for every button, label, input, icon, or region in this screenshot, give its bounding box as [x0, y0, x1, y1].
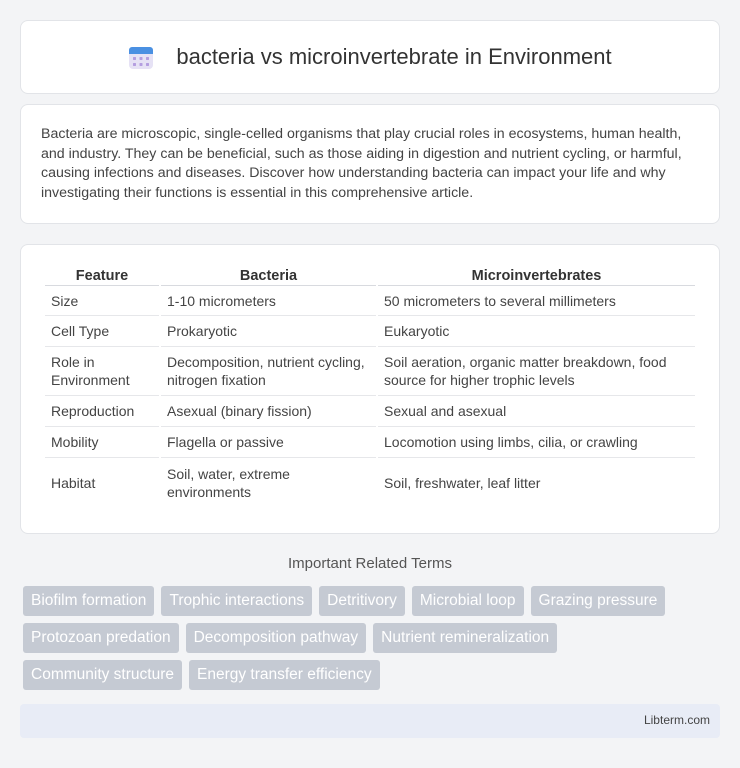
related-terms-list [23, 586, 723, 690]
calendar-icon [128, 44, 154, 70]
table-row [45, 458, 695, 507]
comparison-card [20, 244, 720, 534]
table-cell: Soil, water, extreme environments [167, 465, 290, 500]
term-tag[interactable]: Microbial loop [412, 586, 524, 616]
table-cell: Decomposition, nutrient cycling, nitrogen fixation [161, 347, 376, 396]
table-cell: 50 micrometers to several millimeters [378, 286, 695, 316]
column-header-bacteria: Bacteria [161, 265, 376, 286]
table-row [45, 286, 695, 316]
table-cell: Sexual and asexual [378, 396, 695, 427]
intro-card [20, 104, 720, 224]
column-header-microinvertebrates: Microinvertebrates [378, 265, 695, 286]
table-cell: Size [45, 286, 159, 316]
table-cell: Prokaryotic [161, 316, 376, 347]
table-row [45, 396, 695, 427]
intro-text: Bacteria are microscopic, single-celled organisms that play crucial roles in ecosystems, human health, and industry. They can be beneficial, such as those aiding in digestion and nutrient cycling, or harmful, causing infections and diseases. Discover how understanding bacteria can impact your life and why investigating their functions is essential in this comprehensive article. [41, 126, 682, 201]
column-header-feature: Feature [45, 265, 159, 286]
table-row [45, 347, 695, 396]
footer [20, 704, 720, 738]
term-tag[interactable]: Trophic interactions [161, 586, 312, 616]
term-tag[interactable]: Biofilm formation [23, 586, 154, 616]
comparison-table [43, 265, 697, 507]
table-cell: Reproduction [45, 396, 159, 427]
table-cell: Locomotion using limbs, cilia, or crawling [378, 427, 695, 458]
related-terms-heading: Important Related Terms [288, 555, 452, 572]
table-cell: Cell Type [45, 316, 159, 347]
table-cell: Role in Environment [45, 347, 159, 396]
page-title: bacteria vs microinvertebrate in Environment [176, 44, 612, 69]
table-row [45, 316, 695, 347]
table-cell: Asexual (binary fission) [161, 396, 376, 427]
footer-site-link[interactable]: Libterm.com [643, 713, 710, 727]
term-tag[interactable]: Grazing pressure [531, 586, 666, 616]
table-cell: Habitat [51, 474, 96, 491]
term-tag[interactable]: Detritivory [319, 586, 405, 616]
term-tag[interactable]: Protozoan predation [23, 623, 179, 653]
table-cell: Eukaryotic [378, 316, 695, 347]
table-cell: 1-10 micrometers [161, 286, 376, 316]
term-tag[interactable]: Decomposition pathway [186, 623, 367, 653]
term-tag[interactable]: Community structure [23, 660, 182, 690]
table-cell: Soil aeration, organic matter breakdown, food source for higher trophic levels [378, 347, 695, 396]
table-row [45, 427, 695, 458]
term-tag[interactable]: Nutrient remineralization [373, 623, 557, 653]
table-cell: Flagella or passive [161, 427, 376, 458]
table-cell: Mobility [45, 427, 159, 458]
table-cell: Soil, freshwater, leaf litter [384, 474, 541, 491]
title-card [20, 20, 720, 94]
term-tag[interactable]: Energy transfer efficiency [189, 660, 380, 690]
table-header-row [45, 265, 695, 286]
